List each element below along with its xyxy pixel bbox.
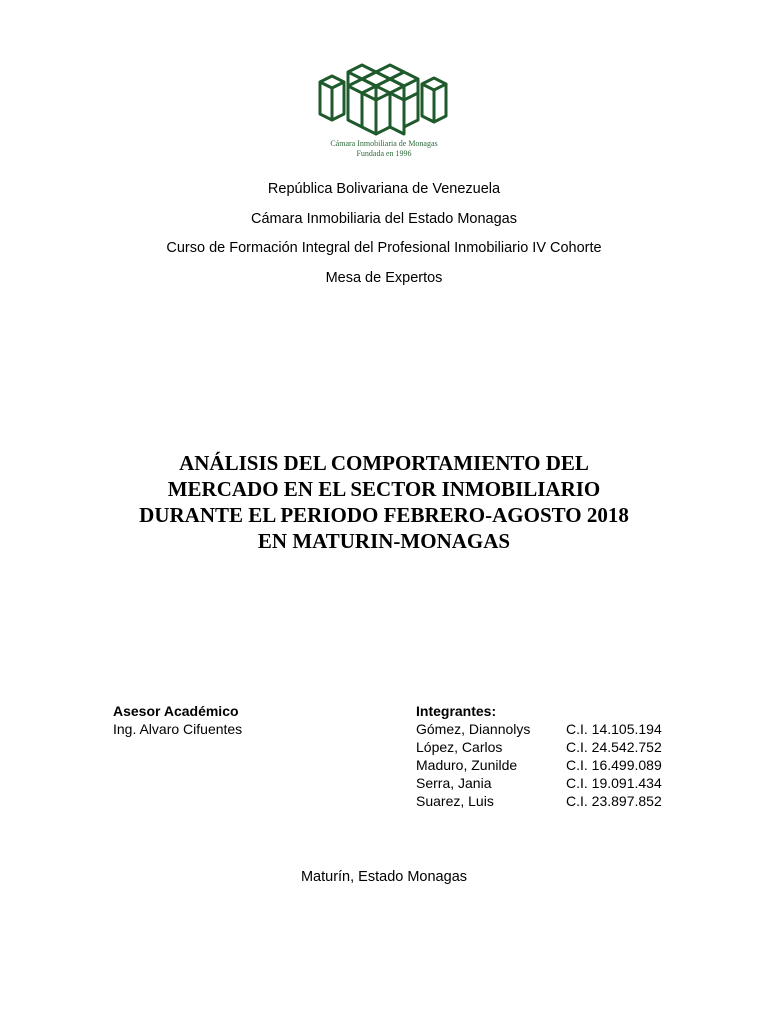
member-name: Suarez, Luis bbox=[416, 793, 494, 809]
header-chamber: Cámara Inmobiliaria del Estado Monagas bbox=[251, 211, 517, 227]
members-heading: Integrantes: bbox=[416, 703, 497, 719]
member-row bbox=[416, 774, 716, 792]
member-name: Gómez, Diannolys bbox=[416, 721, 531, 737]
advisor-name: Ing. Alvaro Cifuentes bbox=[113, 721, 243, 737]
member-name: Maduro, Zunilde bbox=[416, 757, 518, 773]
member-name: Serra, Jania bbox=[416, 775, 492, 791]
member-ci: C.I. 16.499.089 bbox=[566, 757, 662, 773]
member-ci: C.I. 14.105.194 bbox=[566, 721, 662, 737]
member-ci: C.I. 19.091.434 bbox=[566, 775, 662, 791]
title-line-2: MERCADO EN EL SECTOR INMOBILIARIO bbox=[167, 477, 601, 501]
chamber-logo bbox=[314, 60, 454, 165]
logo-caption-founded: Fundada en 1996 bbox=[356, 149, 412, 158]
footer-place: Maturín, Estado Monagas bbox=[300, 869, 468, 885]
title-line-1: ANÁLISIS DEL COMPORTAMIENTO DEL bbox=[179, 451, 589, 475]
member-name: López, Carlos bbox=[416, 739, 503, 755]
advisor-block bbox=[113, 702, 242, 738]
member-row bbox=[416, 756, 716, 774]
advisor-heading: Asesor Académico bbox=[113, 703, 239, 719]
members-block bbox=[416, 702, 716, 810]
member-row bbox=[416, 792, 716, 810]
member-ci: C.I. 24.542.752 bbox=[566, 739, 662, 755]
header-country: República Bolivariana de Venezuela bbox=[267, 181, 501, 197]
member-ci: C.I. 23.897.852 bbox=[566, 793, 662, 809]
member-row bbox=[416, 738, 716, 756]
title-line-3: DURANTE EL PERIODO FEBRERO-AGOSTO 2018 bbox=[139, 503, 629, 527]
header-panel: Mesa de Expertos bbox=[325, 270, 443, 286]
member-row bbox=[416, 720, 716, 738]
document-title bbox=[84, 450, 684, 554]
header-course: Curso de Formación Integral del Profesional Inmobiliario IV Cohorte bbox=[166, 240, 602, 256]
logo-caption-name: Cámara Inmobiliaria de Monagas bbox=[330, 139, 438, 148]
building-blocks-icon bbox=[314, 60, 454, 138]
title-line-4: EN MATURIN-MONAGAS bbox=[257, 529, 511, 553]
